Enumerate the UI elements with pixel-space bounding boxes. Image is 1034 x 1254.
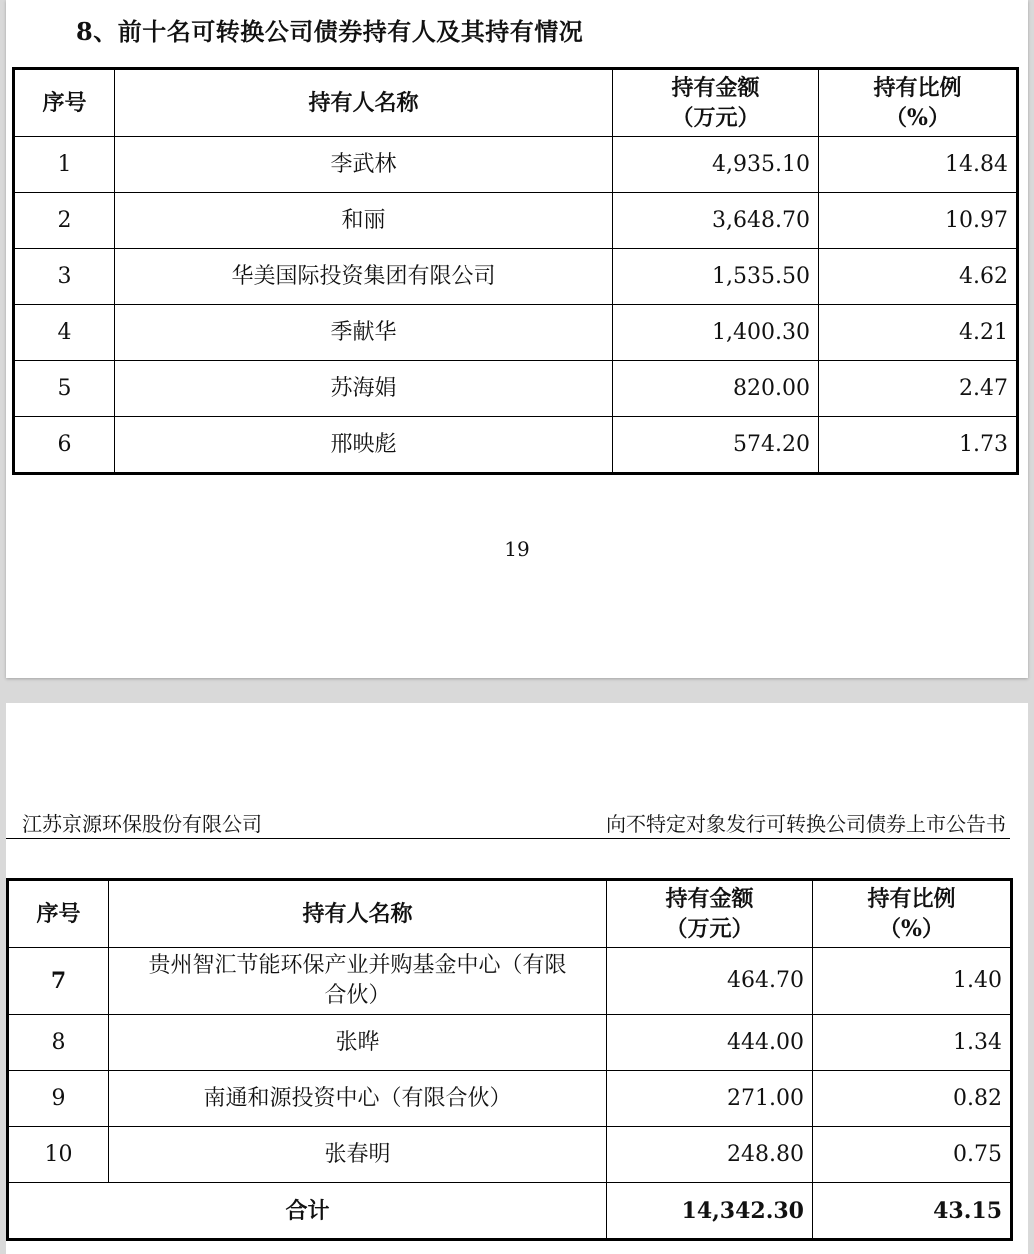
row-amount: 3,648.70 bbox=[613, 193, 819, 249]
page-19 bbox=[6, 0, 1028, 678]
header-ratio-line2: （%） bbox=[879, 916, 944, 942]
row-amount: 4,935.10 bbox=[613, 137, 819, 193]
row-index: 1 bbox=[14, 137, 115, 193]
total-ratio: 43.15 bbox=[813, 1183, 1012, 1240]
section-title: 8、前十名可转换公司债券持有人及其持有情况 bbox=[76, 17, 584, 46]
row-index: 7 bbox=[8, 948, 109, 1015]
row-ratio: 1.40 bbox=[813, 948, 1012, 1015]
row-holder-name bbox=[109, 948, 607, 1015]
table-row bbox=[14, 361, 1018, 417]
row-amount: 1,400.30 bbox=[613, 305, 819, 361]
bondholders-table-part2 bbox=[6, 878, 1013, 1241]
row-holder-name: 李武林 bbox=[115, 137, 613, 193]
header-holder-name: 持有人名称 bbox=[109, 880, 607, 948]
row-index: 2 bbox=[14, 193, 115, 249]
header-ratio-line1: 持有比例 bbox=[867, 886, 956, 912]
row-index: 6 bbox=[14, 417, 115, 474]
header-amount-line1: 持有金额 bbox=[665, 886, 754, 912]
row-ratio: 0.82 bbox=[813, 1071, 1012, 1127]
row-index: 8 bbox=[8, 1015, 109, 1071]
row-ratio: 14.84 bbox=[819, 137, 1018, 193]
row-index: 5 bbox=[14, 361, 115, 417]
table-row bbox=[14, 417, 1018, 474]
row-index: 10 bbox=[8, 1127, 109, 1183]
table-row bbox=[8, 1127, 1012, 1183]
row-ratio: 10.97 bbox=[819, 193, 1018, 249]
row-holder-name: 张晔 bbox=[109, 1015, 607, 1071]
header-divider bbox=[6, 838, 1010, 839]
total-row bbox=[8, 1183, 1012, 1240]
table-header-row bbox=[8, 880, 1012, 948]
total-amount: 14,342.30 bbox=[607, 1183, 813, 1240]
row-ratio: 2.47 bbox=[819, 361, 1018, 417]
header-ratio-line1: 持有比例 bbox=[873, 75, 962, 101]
row-holder-name-line1: 贵州智汇节能环保产业并购基金中心（有限 bbox=[148, 953, 567, 978]
table-row bbox=[14, 137, 1018, 193]
table-row bbox=[14, 305, 1018, 361]
row-ratio: 1.73 bbox=[819, 417, 1018, 474]
header-amount-line1: 持有金额 bbox=[671, 75, 760, 101]
row-amount: 271.00 bbox=[607, 1071, 813, 1127]
running-header-company: 江苏京源环保股份有限公司 bbox=[22, 812, 262, 836]
row-amount: 444.00 bbox=[607, 1015, 813, 1071]
row-amount: 248.80 bbox=[607, 1127, 813, 1183]
row-amount: 1,535.50 bbox=[613, 249, 819, 305]
row-holder-name: 邢映彪 bbox=[115, 417, 613, 474]
header-ratio bbox=[819, 69, 1018, 137]
header-index: 序号 bbox=[8, 880, 109, 948]
row-amount: 464.70 bbox=[607, 948, 813, 1015]
row-holder-name: 季献华 bbox=[115, 305, 613, 361]
row-holder-name: 和丽 bbox=[115, 193, 613, 249]
header-amount-line2: （万元） bbox=[665, 916, 754, 942]
header-ratio-line2: （%） bbox=[885, 105, 950, 131]
row-ratio: 4.21 bbox=[819, 305, 1018, 361]
total-label: 合计 bbox=[8, 1183, 607, 1240]
row-amount: 574.20 bbox=[613, 417, 819, 474]
row-index: 9 bbox=[8, 1071, 109, 1127]
table-row bbox=[14, 249, 1018, 305]
running-header-document: 向不特定对象发行可转换公司债券上市公告书 bbox=[606, 812, 1006, 836]
row-holder-name: 张春明 bbox=[109, 1127, 607, 1183]
row-index: 4 bbox=[14, 305, 115, 361]
header-amount bbox=[607, 880, 813, 948]
row-ratio: 1.34 bbox=[813, 1015, 1012, 1071]
row-holder-name-line2: 合伙） bbox=[324, 983, 391, 1008]
header-index: 序号 bbox=[14, 69, 115, 137]
row-holder-name: 苏海娟 bbox=[115, 361, 613, 417]
row-amount: 820.00 bbox=[613, 361, 819, 417]
row-holder-name: 华美国际投资集团有限公司 bbox=[115, 249, 613, 305]
row-holder-name: 南通和源投资中心（有限合伙） bbox=[109, 1071, 607, 1127]
header-amount bbox=[613, 69, 819, 137]
header-amount-line2: （万元） bbox=[671, 105, 760, 131]
page-number: 19 bbox=[504, 537, 530, 561]
row-ratio: 4.62 bbox=[819, 249, 1018, 305]
bondholders-table-part1 bbox=[12, 67, 1019, 475]
header-ratio bbox=[813, 880, 1012, 948]
table-header-row bbox=[14, 69, 1018, 137]
header-holder-name: 持有人名称 bbox=[115, 69, 613, 137]
row-index: 3 bbox=[14, 249, 115, 305]
table-row bbox=[8, 1015, 1012, 1071]
table-row bbox=[8, 1071, 1012, 1127]
table-row bbox=[8, 948, 1012, 1015]
table-row bbox=[14, 193, 1018, 249]
row-ratio: 0.75 bbox=[813, 1127, 1012, 1183]
